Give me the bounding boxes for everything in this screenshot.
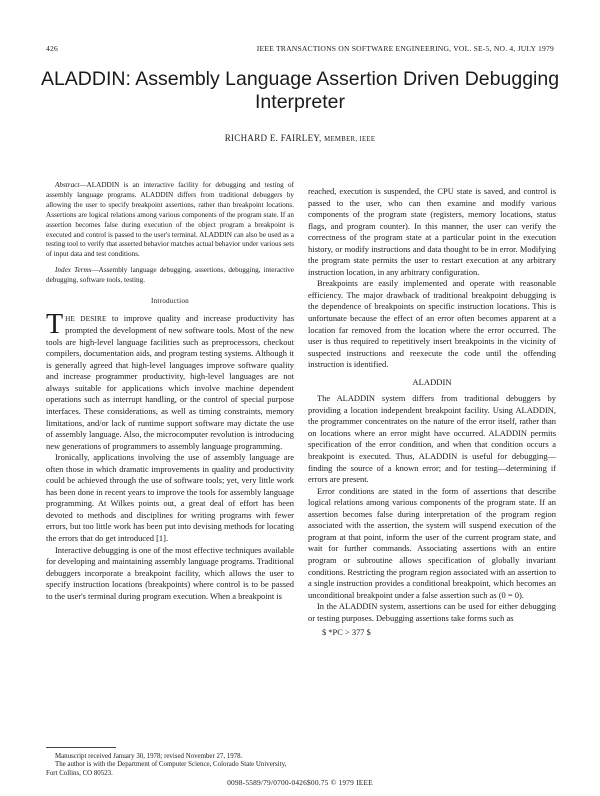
right-paragraph-1: reached, execution is suspended, the CPU state is saved, and control is passed to the user, who can then examine and modify various components of the program state (registers, memory locations, status flags, and program counter). In this manner, the user can verify the correctness of the program state at a particular point in the execution history, or modify instructions and data thought to be in error. Modifying the program state permits the user to restart execution at any arbitrary instruction location, in any arbitrary configuration. <box>308 186 556 277</box>
page-number: 426 <box>46 44 58 53</box>
copyright-line: 0098-5589/79/0700-0426$00.75 © 1979 IEEE <box>227 778 373 787</box>
author-line <box>0 133 600 143</box>
paper-title: ALADDIN: Assembly Language Assertion Driven Debugging Interpreter <box>40 68 560 113</box>
abstract-text: —ALADDIN is an interactive facility for debugging and testing of assembly language programs. ALADDIN differs from traditional debuggers by allowing the user to specify breakpoint assertions, rather than breakpoint locations. Assertions are logical relations among various components of the program state. If an assertion becomes false during execution of the object program a breakpoint is executed and control is passed to the user's terminal. ALADDIN can also be used as a testing tool to verify that asserted behavior matches actual behavior under various sets of input data and test conditions. <box>46 181 294 259</box>
aladdin-paragraph-3: In the ALADDIN system, assertions can be used for either debugging or testing purposes. Debugging assertions take forms such as <box>308 601 556 623</box>
abstract <box>46 181 294 260</box>
footnote <box>46 753 294 778</box>
right-paragraph-2: Breakpoints are easily implemented and operate with reasonable efficiency. The major drawback of traditional breakpoint debugging is the dependence of breakpoints on specific instruction locations. This is unfortunate because the effect of an error often becomes apparent at a location far removed from the location where the error occurred. The user is thus required to repetitively insert breakpoints in the vicinity of suspected instructions and reexecute the code until the offending instruction is identified. <box>308 278 556 370</box>
index-terms <box>46 266 294 286</box>
drop-cap: T <box>46 308 64 340</box>
aladdin-paragraph-2: Error conditions are stated in the form of assertions that describe logical relations among various components of the program state. If an assertion becomes false during interpretation of the program region associated with the assertion, the system will suspend execution of the program at that point, inform the user of the current program state, and wait for further commands. Associating assertions with an entire program or subroutine allows specification of globally invariant conditions. Restricting the program region associated with an assertion to a single instruction provides a conditional breakpoint, which becomes an unconditional breakpoint under a false assertion such as (0 = 0). <box>308 485 556 600</box>
intro-paragraph-2: Ironically, applications involving the use of assembly language are often those in which dramatic improvements in quality and productivity could be achieved through the use of software tools; yet, very little work has been done in recent years to improve the tools for assembly language programming. At Wilkes points out, a great deal of effort has been devoted to methods and disciplines for writing programs with fewer errors, but too little work has been put into devising methods for locating the errors that do get introduced [1]. <box>46 452 294 543</box>
left-column <box>46 181 294 602</box>
aladdin-paragraph-1: The ALADDIN system differs from traditional debuggers by providing a location independent breakpoint facility. Using ALADDIN, the programmer concentrates on the nature of the error itself, rather than on locations where an error might have occurred. ALADDIN permits specification of the error condition, and when that condition occurs a breakpoint is executed. Thus, ALADDIN is useful for debugging—finding the source of a known error; and for testing—determining if errors are present. <box>308 393 556 485</box>
right-column <box>308 186 556 639</box>
author-membership: MEMBER, IEEE <box>324 136 376 143</box>
footnote-received: Manuscript received January 30, 1978; revised November 27, 1978. <box>55 753 243 760</box>
footnote-rule <box>46 747 116 748</box>
assertion-formula: $ *PC > 377 $ <box>322 627 371 638</box>
intro-paragraph-1 <box>46 308 294 453</box>
author-name: RICHARD E. FAIRLEY, <box>224 133 322 143</box>
intro-paragraph-3: Interactive debugging is one of the most effective techniques available for developing and maintaining assembly language programs. Traditional debuggers incorporate a breakpoint facility, which allows the user to specify instruction locations (breakpoints) where control is to be passed to the user's terminal during program execution. When a breakpoint is <box>46 544 294 601</box>
intro-p1-text: to improve quality and increase productivity has prompted the development of new software tools. Most of the new tools are high-level language facilities such as preprocessors, checkout compilers, documentation aids, and program testing systems. Although it is generally agreed that high-level languages improve software quality and increase programmer productivity, high-level languages are not always suitable for applications which involve machine dependent operations such as interrupt handling, or the control of special purpose interfaces. These considerations, as well as timing constraints, memory limitations, and/or lack of runtime support software may dictate the use of assembly language. Also, the microcomputer revolution is introducing new generations of programmers to assembly language programming. <box>46 312 294 451</box>
journal-reference: IEEE TRANSACTIONS ON SOFTWARE ENGINEERING, VOL. SE-5, NO. 4, JULY 1979 <box>256 44 554 53</box>
footnote-affiliation: The author is with the Department of Computer Science, Colorado State University, Fort Collins, CO 80523. <box>46 761 287 777</box>
running-header <box>46 44 554 58</box>
section-heading-introduction: Introduction <box>151 297 189 306</box>
intro-lead-in: HE DESIRE <box>65 314 107 323</box>
index-terms-label: Index Terms <box>55 266 92 275</box>
index-terms-text: —Assembly language debugging, assertions, debugging, interactive debugging, software tools, testing. <box>46 266 294 285</box>
abstract-label: Abstract <box>55 181 80 189</box>
section-heading-aladdin: ALADDIN <box>412 376 452 387</box>
